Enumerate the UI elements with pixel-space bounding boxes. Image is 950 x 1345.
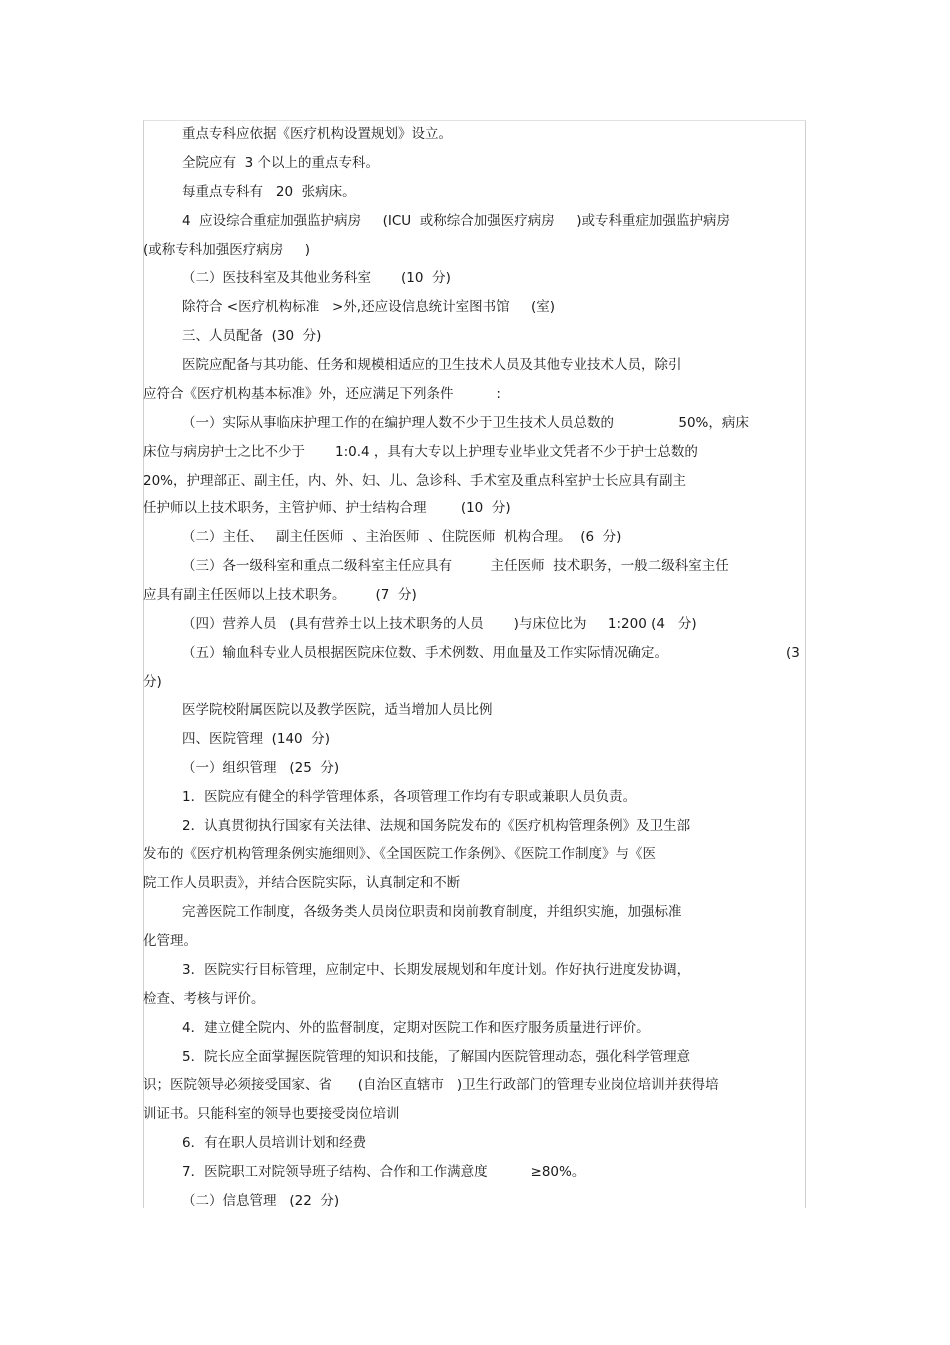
text-line: （二）主任、 副主任医师 、主治医师 、住院医师 机构合理。 (6 分)	[182, 529, 622, 545]
section-heading: （一）组织管理 (25 分)	[182, 760, 340, 776]
text-line: 发布的《医疗机构管理条例实施细则》、《全国医院工作条例》、《医院工作制度》与《医	[143, 846, 656, 862]
section-heading: （二）医技科室及其他业务科室 (10 分)	[182, 270, 451, 286]
text-line: 20%，护理部正、副主任，内、外、妇、儿、急诊科、手术室及重点科室护士长应具有副主	[143, 473, 687, 489]
text-line: 应具有副主任医师以上技术职务。 (7 分)	[143, 587, 417, 603]
text-line: 7．医院职工对院领导班子结构、合作和工作满意度 ≥80%。	[182, 1164, 586, 1180]
text-line: 全院应有 3 个以上的重点专科。	[182, 155, 379, 171]
text-line: 医学院校附属医院以及教学医院，适当增加人员比例	[182, 702, 493, 718]
text-line: 分)	[143, 674, 162, 690]
text-line: 6．有在职人员培训计划和经费	[182, 1135, 367, 1151]
text-line: (或称专科加强医疗病房 )	[143, 242, 310, 258]
text-line: 应符合《医疗机构基本标准》外，还应满足下列条件 :	[143, 386, 501, 402]
text-line: 检查、考核与评价。	[143, 991, 265, 1007]
text-line: 床位与病房护士之比不少于 1:0.4 ，具有大专以上护理专业毕业文凭者不少于护士总数的	[143, 444, 698, 460]
text-line: 任护师以上技术职务，主管护师、护士结构合理 (10 分)	[143, 500, 511, 516]
text-line: （五）输血科专业人员根据医院床位数、手术例数、用血量及工作实际情况确定。	[182, 645, 668, 661]
text-line: 1．医院应有健全的科学管理体系，各项管理工作均有专职或兼职人员负责。	[182, 789, 637, 805]
text-line: 化管理。	[143, 933, 197, 949]
text-line: 2．认真贯彻执行国家有关法律、法规和国务院发布的《医疗机构管理条例》及卫生部	[182, 818, 691, 834]
text-line: (3	[786, 645, 800, 661]
text-line: 训证书。只能科室的领导也要接受岗位培训	[143, 1106, 400, 1122]
text-line: 5．院长应全面掌握医院管理的知识和技能，了解国内医院管理动态，强化科学管理意	[182, 1049, 691, 1065]
text-line: 每重点专科有 20 张病床。	[182, 184, 356, 200]
text-line: 完善医院工作制度，各级务类人员岗位职责和岗前教育制度，并组织实施，加强标准	[182, 904, 682, 920]
text-line: 重点专科应依据《医疗机构设置规划》设立。	[182, 126, 452, 142]
text-line: 医院应配备与其功能、任务和规模相适应的卫生技术人员及其他专业技术人员，除引	[182, 357, 682, 373]
text-line: （三）各一级科室和重点二级科室主任应具有 主任医师 技术职务，一般二级科室主任	[182, 558, 729, 574]
section-heading: 三、人员配备 (30 分)	[182, 328, 322, 344]
text-line: 4 应设综合重症加强监护病房 (ICU 或称综合加强医疗病房 )或专科重症加强监护病房	[182, 213, 730, 229]
section-heading: （二）信息管理 (22 分)	[182, 1193, 340, 1209]
text-line: 4．建立健全院内、外的监督制度，定期对医院工作和医疗服务质量进行评价。	[182, 1020, 650, 1036]
section-heading: 四、医院管理 (140 分)	[182, 731, 330, 747]
text-line: 院工作人员职责》，并结合医院实际，认真制定和不断	[143, 875, 461, 891]
text-line: （一）实际从事临床护理工作的在编护理人数不少于卫生技术人员总数的 50%，病床	[182, 415, 749, 431]
text-line: 除符合 <医疗机构标准 >外,还应设信息统计室图书馆 (室)	[182, 299, 556, 315]
text-line: 识；医院领导必须接受国家、省 (自治区直辖市 )卫生行政部门的管理专业岗位培训并获得培	[143, 1077, 719, 1093]
text-line: （四）营养人员 (具有营养士以上技术职务的人员 )与床位比为 1:200 (4 分)	[182, 616, 697, 632]
text-line: 3．医院实行目标管理，应制定中、长期发展规划和年度计划。作好执行进度发协调，	[182, 962, 691, 978]
